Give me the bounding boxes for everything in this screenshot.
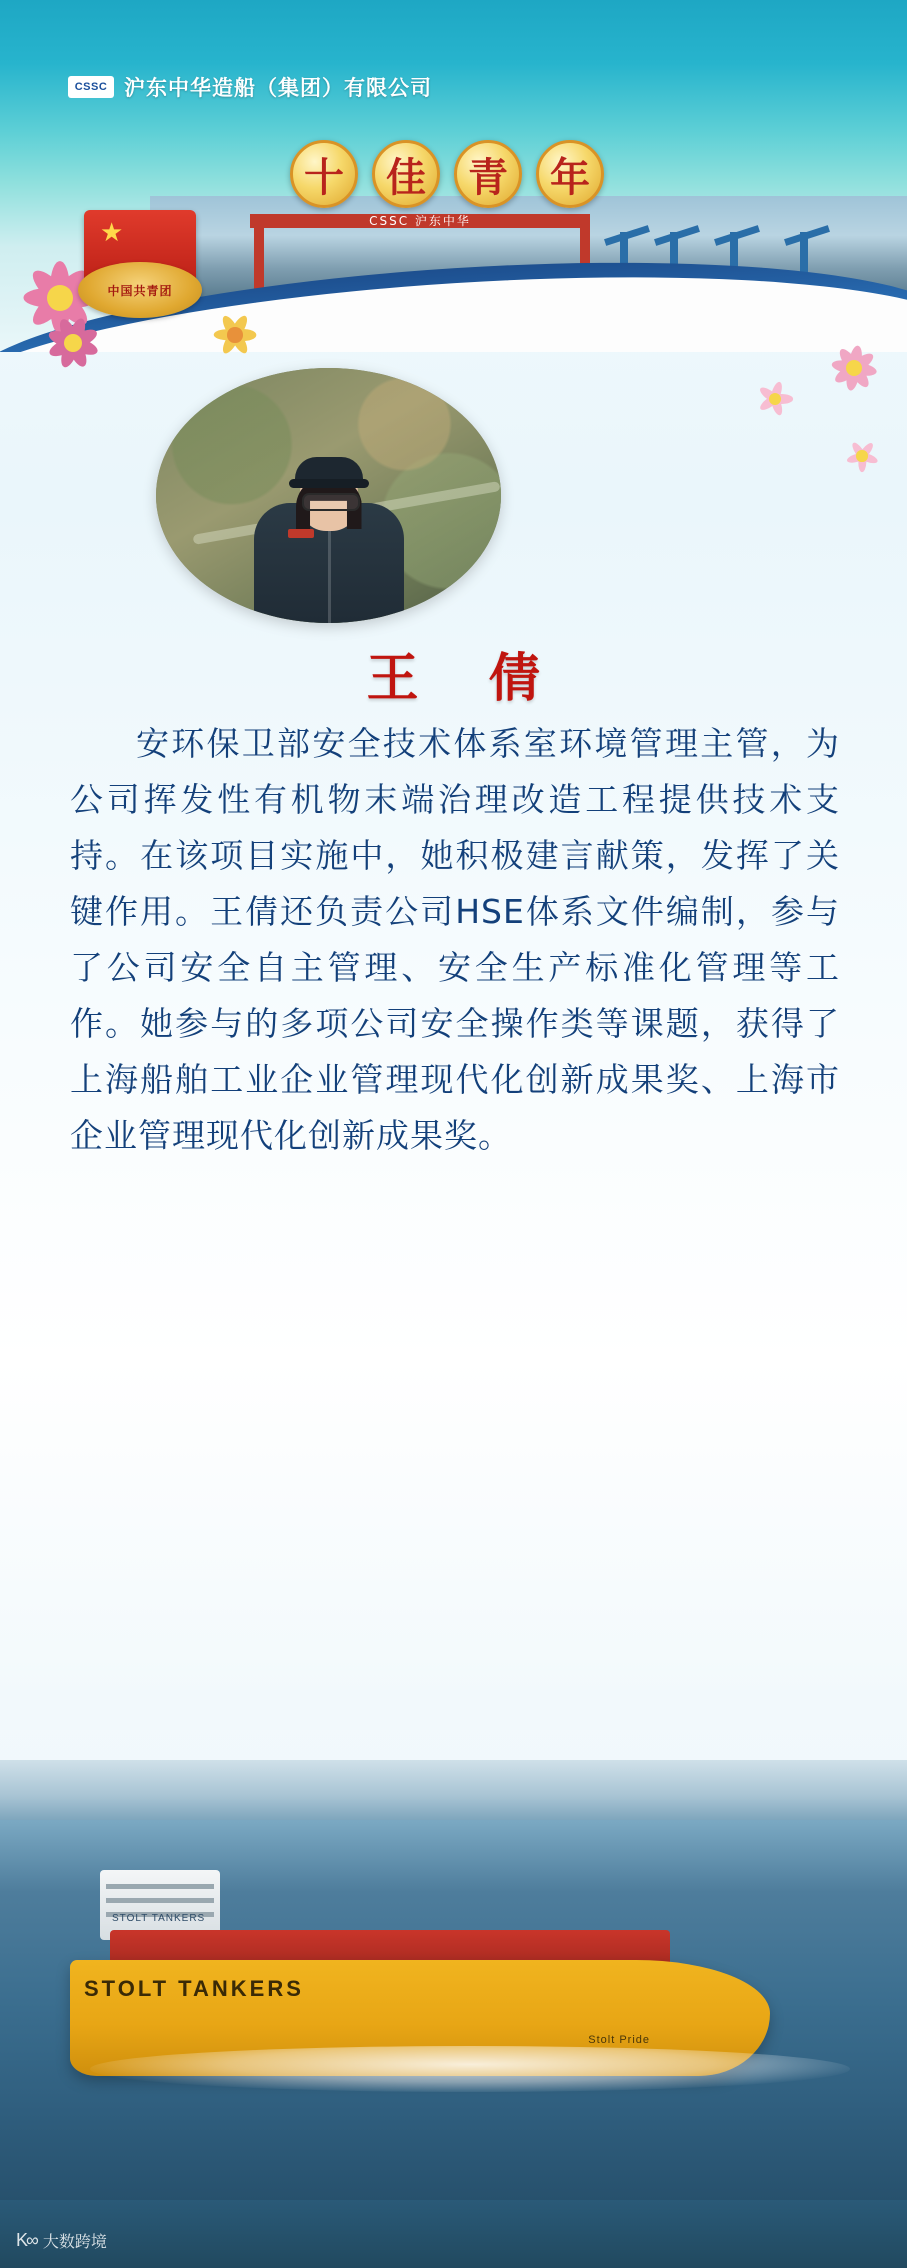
flower-icon-right-2: [746, 370, 804, 428]
cssc-logo-icon: CSSC: [68, 76, 114, 98]
watermark-logo-icon: K∞: [16, 2230, 37, 2250]
chest-badge: [288, 529, 314, 538]
emblem-ribbon: [78, 262, 202, 318]
ship-photo: [0, 1760, 907, 2200]
flower-icon-right-3: [836, 430, 888, 482]
flower-icon-yellow: [200, 300, 270, 370]
title-char-4: 年: [536, 140, 604, 208]
youth-league-emblem: [78, 210, 202, 334]
person-figure: [254, 447, 404, 623]
poster-title: [290, 140, 604, 208]
tanker-ship: [70, 1880, 770, 2110]
flower-icon-right: [816, 330, 892, 406]
person-bio: 安环保卫部安全技术体系室环境管理主管，为公司挥发性有机物末端治理改造工程提供技术支持。在该项目实施中，她积极建言献策，发挥了关键作用。王倩还负责公司HSE体系文件编制，参与了公司安全自主管理、安全生产标准化管理等工作。她参与的多项公司安全操作类等课题，获得了上海船舶工业企业管理现代化创新成果奖、上海市企业管理现代化创新成果奖。: [70, 724, 840, 1155]
company-name: 沪东中华造船（集团）有限公司: [124, 76, 432, 100]
person-cap: [295, 457, 363, 483]
portrait-photo: [156, 368, 501, 623]
person-name: 王 倩: [366, 648, 567, 709]
title-char-2: 佳: [372, 140, 440, 208]
title-char-1: 十: [290, 140, 358, 208]
star-icon: ★: [100, 218, 124, 248]
ship-wake: [90, 2046, 850, 2092]
title-char-3: 青: [454, 140, 522, 208]
watermark-text: 大数跨境: [42, 2234, 107, 2251]
bottom-sea-strip: [0, 2200, 907, 2268]
company-header: [68, 72, 432, 102]
sea-horizon: [0, 1760, 907, 1820]
glasses-icon: [302, 493, 360, 511]
ship-name: Stolt Pride: [588, 2034, 650, 2046]
crane-label: CSSC 沪东中华: [369, 214, 471, 228]
emblem-label: 中国共青团: [107, 283, 173, 298]
watermark: [16, 2229, 107, 2252]
ship-bridge-text: STOLT TANKERS: [112, 1913, 206, 1924]
ship-hull-text: STOLT TANKERS: [84, 1976, 304, 2001]
